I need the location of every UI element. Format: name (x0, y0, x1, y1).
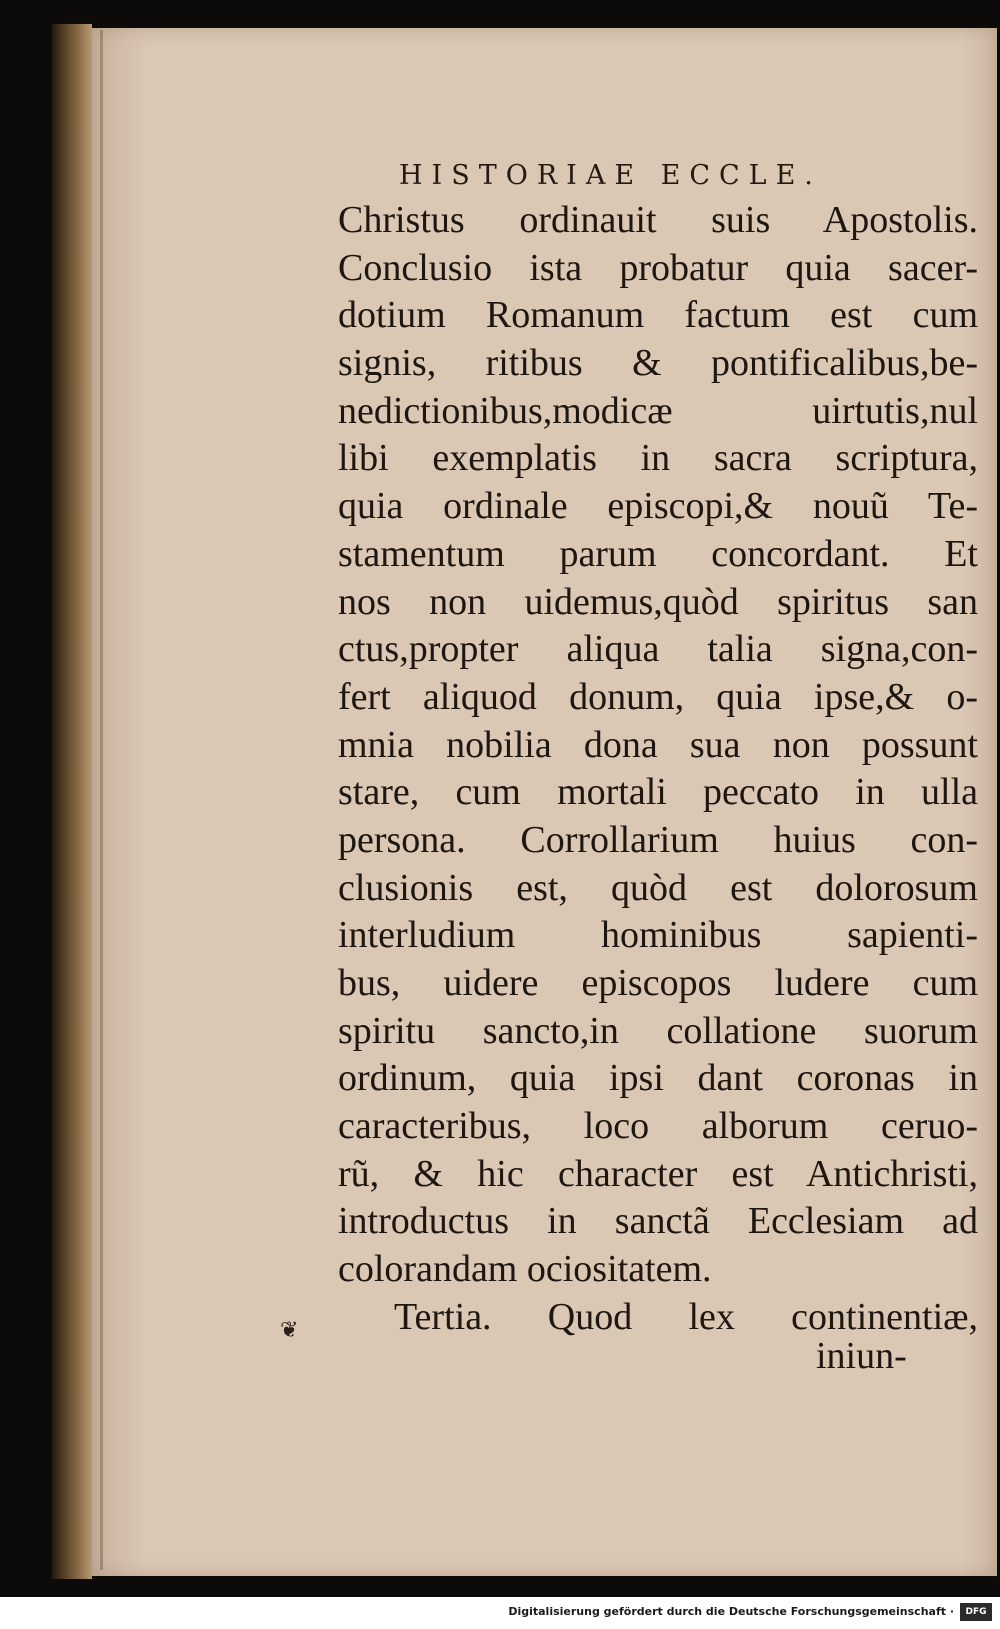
running-head: HISTORIAE ECCLE. (399, 160, 822, 191)
text-line: nos non uidemus,quòd spiritus san (338, 580, 978, 623)
text-line: persona. Corrollarium huius con- (338, 818, 978, 861)
body-text (338, 197, 978, 1342)
text-line: mnia nobilia dona sua non possunt (338, 723, 978, 766)
digitization-footer (0, 1597, 1000, 1629)
page-fold-line (100, 30, 103, 1570)
funding-credit: Digitalisierung gefördert durch die Deutsche Forschungsgemeinschaft · (508, 1605, 954, 1618)
text-line: Conclusio ista probatur quia sacer- (338, 246, 978, 289)
text-line: signis, ritibus & pontificalibus,be- (338, 342, 978, 385)
catchword: iniun- (816, 1335, 907, 1377)
book-binding-edge (52, 24, 92, 1579)
text-line: ordinum, quia ipsi dant coronas in (338, 1057, 978, 1100)
text-line: nedictionibus,modicæ uirtutis,nul (338, 389, 978, 432)
text-line: ctus,propter aliqua talia signa,con- (338, 628, 978, 671)
text-line: quia ordinale episcopi,& nouũ Te- (338, 485, 978, 528)
margin-ornament-icon: ❦ (280, 1318, 299, 1343)
text-line: stare, cum mortali peccato in ulla (338, 771, 978, 814)
text-line-paragraph-start: Tertia. Quod lex continentiæ, (394, 1295, 978, 1338)
text-line: libi exemplatis in sacra scriptura, (338, 437, 978, 480)
text-line: clusionis est, quòd est dolorosum (338, 866, 978, 909)
text-line: fert aliquod donum, quia ipse,& o- (338, 675, 978, 718)
text-line: colorandam ociositatem. (338, 1248, 712, 1291)
text-line: bus, uidere episcopos ludere cum (338, 962, 978, 1004)
text-line: interludium hominibus sapienti- (338, 914, 978, 957)
dfg-logo: DFG (960, 1603, 992, 1621)
text-line: introductus in sanctã Ecclesiam ad (338, 1200, 978, 1243)
text-line: spiritu sancto,in collatione suorum (338, 1009, 978, 1052)
text-line: rũ, & hic character est Antichristi, (338, 1152, 978, 1195)
text-line: dotium Romanum factum est cum (338, 294, 978, 337)
text-line: caracteribus, loco alborum ceruo- (338, 1105, 978, 1148)
text-line: stamentum parum concordant. Et (338, 532, 978, 575)
text-line: Christus ordinauit suis Apostolis. (338, 199, 978, 241)
